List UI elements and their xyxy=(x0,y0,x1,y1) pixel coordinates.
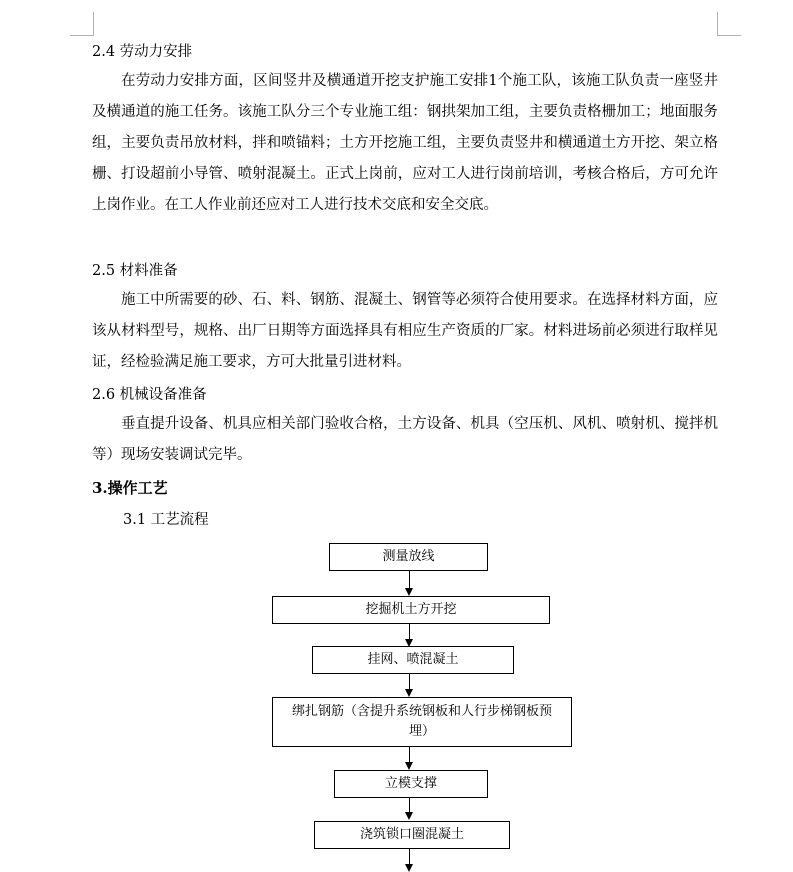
heading-2-4: 2.4 劳动力安排 xyxy=(92,44,193,60)
paragraph-2-6: 垂直提升设备、机具应相关部门验收合格，土方设备、机具（空压机、风机、喷射机、搅拌机等）现场安装调试完毕。 xyxy=(92,416,718,463)
flow-connector xyxy=(409,747,410,763)
flow-step-rebar: 绑扎钢筋（含提升系统钢板和人行步梯钢板预埋） xyxy=(272,697,572,747)
flow-connector xyxy=(409,798,410,813)
flow-connector xyxy=(409,849,410,865)
heading-3-1: 3.1 工艺流程 xyxy=(123,512,209,528)
flow-connector xyxy=(409,571,410,589)
flow-step-excavation: 挖掘机土方开挖 xyxy=(272,596,550,624)
heading-2-5: 2.5 材料准备 xyxy=(92,263,178,279)
crop-mark-top-right xyxy=(717,35,741,36)
paragraph-2-4: 在劳动力安排方面，区间竖井及横通道开挖支护施工安排1个施工队，该施工队负责一座竖井及横通道的施工任务。该施工队分三个专业施工组：钢拱架加工组，主要负责格栅加工；地面服务组，主要负责吊放材料，拌和喷锚料；土方开挖施工组，主要负责竖井和横通道土方开挖、架立格栅、打设超前小导管、喷射混凝土。正式上岗前，应对工人进行岗前培训，考核合格后，方可允许上岗作业。在工人作业前还应对工人进行技术交底和安全交底。 xyxy=(92,73,718,213)
crop-mark-top-right xyxy=(717,12,718,36)
heading-3: 3.操作工艺 xyxy=(92,479,168,497)
crop-mark-top-left xyxy=(93,12,94,36)
paragraph-2-5: 施工中所需要的砂、石、料、钢筋、混凝土、钢管等必须符合使用要求。在选择材料方面，应该从材料型号，规格、出厂日期等方面选择具有相应生产资质的厂家。材料进场前必须进行取样见证，经检验满足施工要求，方可大批量引进材料。 xyxy=(92,292,718,370)
arrow-down-icon xyxy=(405,588,413,596)
flow-step-formwork: 立模支撑 xyxy=(334,770,488,798)
flow-step-collar-concrete: 浇筑锁口圈混凝土 xyxy=(314,821,510,849)
heading-2-6: 2.6 机械设备准备 xyxy=(92,387,207,403)
arrow-down-icon xyxy=(405,762,413,770)
flow-step-shotcrete: 挂网、喷混凝土 xyxy=(312,646,514,674)
crop-mark-top-left xyxy=(70,35,94,36)
flow-step-survey: 测量放线 xyxy=(329,543,488,571)
flow-connector xyxy=(409,674,410,690)
arrow-down-icon xyxy=(405,689,413,697)
arrow-down-icon xyxy=(405,812,413,820)
flow-connector xyxy=(409,624,410,640)
